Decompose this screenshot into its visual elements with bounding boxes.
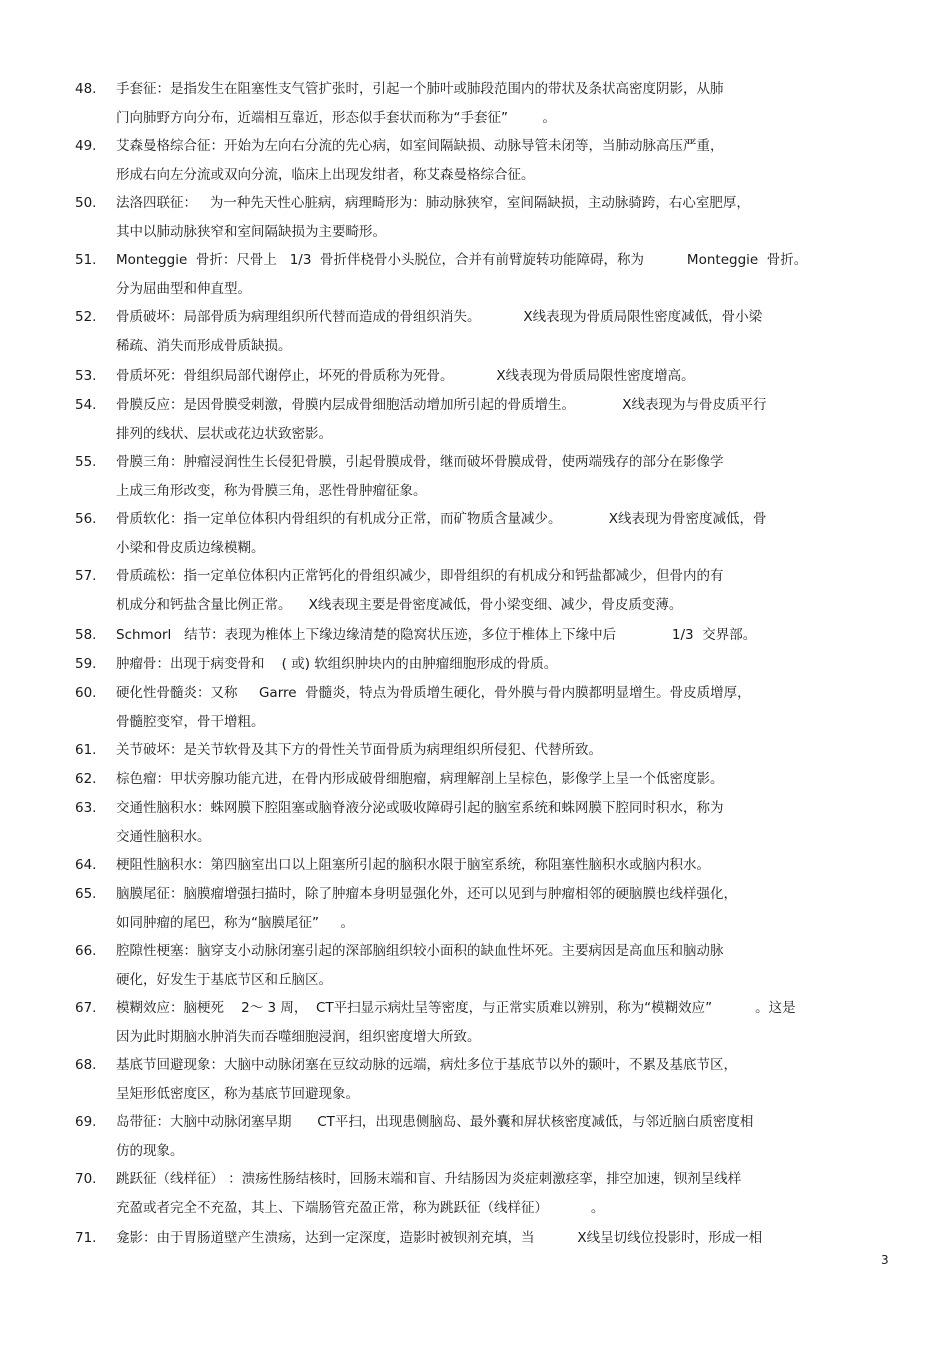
entry-number: 70. bbox=[75, 1171, 97, 1187]
entry-text-line: 棕色瘤：甲状旁腺功能亢进，在骨内形成破骨细胞瘤，病理解剖上呈棕色，影像学上呈一个低密度影。 bbox=[116, 771, 724, 787]
entry-number: 59. bbox=[75, 656, 97, 672]
entry-number: 56. bbox=[75, 511, 97, 527]
entry-text-line: 排列的线状、层状或花边状致密影。 bbox=[116, 425, 332, 442]
entry-number: 62. bbox=[75, 771, 97, 787]
entry-text-line: 因为此时期脑水肿消失而吞噬细胞浸润，组织密度增大所致。 bbox=[116, 1028, 481, 1045]
entry-number: 67. bbox=[75, 1000, 97, 1016]
entry-text-line: 充盈或者完全不充盈，其上、下端肠管充盈正常，称为跳跃征（线样征） 。 bbox=[116, 1199, 605, 1216]
entry-number: 52. bbox=[75, 309, 97, 325]
entry-number: 48. bbox=[75, 81, 97, 97]
entry-number: 68. bbox=[75, 1057, 97, 1073]
entry-text-line: 骨膜三角：肿瘤浸润性生长侵犯骨膜，引起骨膜成骨，继而破坏骨膜成骨，使两端残存的部分在影像学 bbox=[116, 454, 724, 470]
entry-number: 55. bbox=[75, 454, 97, 470]
entry-text-line: 门向肺野方向分布，近端相互靠近，形态似手套状而称为“手套征” 。 bbox=[116, 109, 556, 126]
entry-text-line: 骨膜反应：是因骨膜受刺激，骨膜内层成骨细胞活动增加所引起的骨质增生。 X线表现为与骨皮质平行 bbox=[116, 397, 767, 413]
entry-number: 58. bbox=[75, 627, 97, 643]
entry-number: 64. bbox=[75, 857, 97, 873]
entry-text-line: 跳跃征（线样征） ：溃疡性肠结核时，回肠末端和盲、升结肠因为炎症刺激痉挛，排空加速，钡剂呈线样 bbox=[116, 1171, 742, 1187]
entry-number: 65. bbox=[75, 886, 97, 902]
entry-text-line: 交通性脑积水：蛛网膜下腔阻塞或脑脊液分泌或吸收障碍引起的脑室系统和蛛网膜下腔同时积水，称为 bbox=[116, 800, 724, 816]
entry-text-line: 骨质疏松：指一定单位体积内正常钙化的骨组织减少，即骨组织的有机成分和钙盐都减少，但骨内的有 bbox=[116, 568, 724, 584]
entry-text-line: 龛影：由于胃肠道壁产生溃疡，达到一定深度，造影时被钡剂充填，当 X线呈切线位投影时，形成一相 bbox=[116, 1230, 763, 1246]
entry-text-line: 法洛四联征： 为一种先天性心脏病，病理畸形为：肺动脉狭窄，室间隔缺损，主动脉骑跨，右心室肥厚， bbox=[116, 195, 750, 211]
entry-number: 60. bbox=[75, 685, 97, 701]
page-number: 3 bbox=[881, 1253, 889, 1267]
entry-text-line: 小梁和骨皮质边缘模糊。 bbox=[116, 539, 265, 556]
entry-number: 69. bbox=[75, 1114, 97, 1130]
entry-number: 51. bbox=[75, 252, 97, 268]
entry-text-line: 岛带征：大脑中动脉闭塞早期 CT平扫，出现患侧脑岛、最外囊和屏状核密度减低，与邻近脑白质密度相 bbox=[116, 1114, 754, 1130]
entry-text-line: 骨质软化：指一定单位体积内骨组织的有机成分正常，而矿物质含量减少。 X线表现为骨密度减低，骨 bbox=[116, 511, 767, 527]
entry-text-line: 肿瘤骨：出现于病变骨和 ( 或) 软组织肿块内的由肿瘤细胞形成的骨质。 bbox=[116, 656, 558, 672]
entry-text-line: 呈矩形低密度区，称为基底节回避现象。 bbox=[116, 1085, 359, 1102]
entry-text-line: 梗阻性脑积水：第四脑室出口以上阻塞所引起的脑积水限于脑室系统，称阻塞性脑积水或脑内积水。 bbox=[116, 857, 710, 873]
entry-text-line: 稀疏、消失而形成骨质缺损。 bbox=[116, 337, 292, 354]
entry-text-line: 基底节回避现象：大脑中动脉闭塞在豆纹动脉的远端，病灶多位于基底节以外的颞叶，不累及基底节区， bbox=[116, 1057, 737, 1073]
entry-number: 50. bbox=[75, 195, 97, 211]
entry-text-line: 形成右向左分流或双向分流，临床上出现发绀者，称艾森曼格综合征。 bbox=[116, 166, 535, 183]
entry-text-line: 其中以肺动脉狭窄和室间隔缺损为主要畸形。 bbox=[116, 223, 386, 240]
entry-number: 61. bbox=[75, 742, 97, 758]
entry-number: 66. bbox=[75, 943, 97, 959]
entry-text-line: 艾森曼格综合征：开始为左向右分流的先心病，如室间隔缺损、动脉导管未闭等，当肺动脉高压严重， bbox=[116, 138, 724, 154]
entry-number: 57. bbox=[75, 568, 97, 584]
entry-text-line: 交通性脑积水。 bbox=[116, 828, 211, 845]
entry-text-line: 机成分和钙盐含量比例正常。 X线表现主要是骨密度减低，骨小梁变细、减少，骨皮质变薄。 bbox=[116, 596, 683, 613]
entry-text-line: 硬化性骨髓炎：又称 Garre 骨髓炎，特点为骨质增生硬化，骨外膜与骨内膜都明显增生。骨皮质增厚， bbox=[116, 685, 751, 701]
entry-number: 49. bbox=[75, 138, 97, 154]
entry-text-line: 关节破坏：是关节软骨及其下方的骨性关节面骨质为病理组织所侵犯、代替所致。 bbox=[116, 742, 602, 758]
entry-text-line: Schmorl 结节：表现为椎体上下缘边缘清楚的隐窝状压迹，多位于椎体上下缘中后 1/3 交界部。 bbox=[116, 627, 757, 643]
entry-number: 54. bbox=[75, 397, 97, 413]
entry-text-line: 骨质破坏：局部骨质为病理组织所代替而造成的骨组织消失。 X线表现为骨质局限性密度减低，骨小梁 bbox=[116, 309, 763, 325]
entry-number: 71. bbox=[75, 1230, 97, 1246]
entry-text-line: 脑膜尾征：脑膜瘤增强扫描时，除了肿瘤本身明显强化外，还可以见到与肿瘤相邻的硬脑膜也线样强化， bbox=[116, 886, 737, 902]
entry-text-line: 骨质坏死：骨组织局部代谢停止，坏死的骨质称为死骨。 X线表现为骨质局限性密度增高。 bbox=[116, 368, 695, 384]
entry-number: 53. bbox=[75, 368, 97, 384]
entry-text-line: 模糊效应：脑梗死 2～ 3 周， CT平扫显示病灶呈等密度，与正常实质难以辨别，称为“模糊效应” 。这是 bbox=[116, 1000, 796, 1016]
entry-text-line: 手套征：是指发生在阻塞性支气管扩张时，引起一个肺叶或肺段范围内的带状及条状高密度阴影，从肺 bbox=[116, 81, 724, 97]
entry-text-line: Monteggie 骨折：尺骨上 1/3 骨折伴桡骨小头脱位，合并有前臂旋转功能障碍，称为 Monteggie 骨折。 bbox=[116, 252, 808, 268]
entry-text-line: 仿的现象。 bbox=[116, 1142, 184, 1159]
entry-text-line: 上成三角形改变，称为骨膜三角，恶性骨肿瘤征象。 bbox=[116, 482, 427, 499]
entry-text-line: 分为屈曲型和伸直型。 bbox=[116, 280, 251, 297]
entry-number: 63. bbox=[75, 800, 97, 816]
entry-text-line: 腔隙性梗塞：脑穿支小动脉闭塞引起的深部脑组织较小面积的缺血性坏死。主要病因是高血压和脑动脉 bbox=[116, 943, 724, 959]
entry-text-line: 如同肿瘤的尾巴，称为“脑膜尾征” 。 bbox=[116, 914, 354, 931]
entry-text-line: 骨髓腔变窄，骨干增粗。 bbox=[116, 713, 265, 730]
entry-text-line: 硬化，好发生于基底节区和丘脑区。 bbox=[116, 971, 332, 988]
